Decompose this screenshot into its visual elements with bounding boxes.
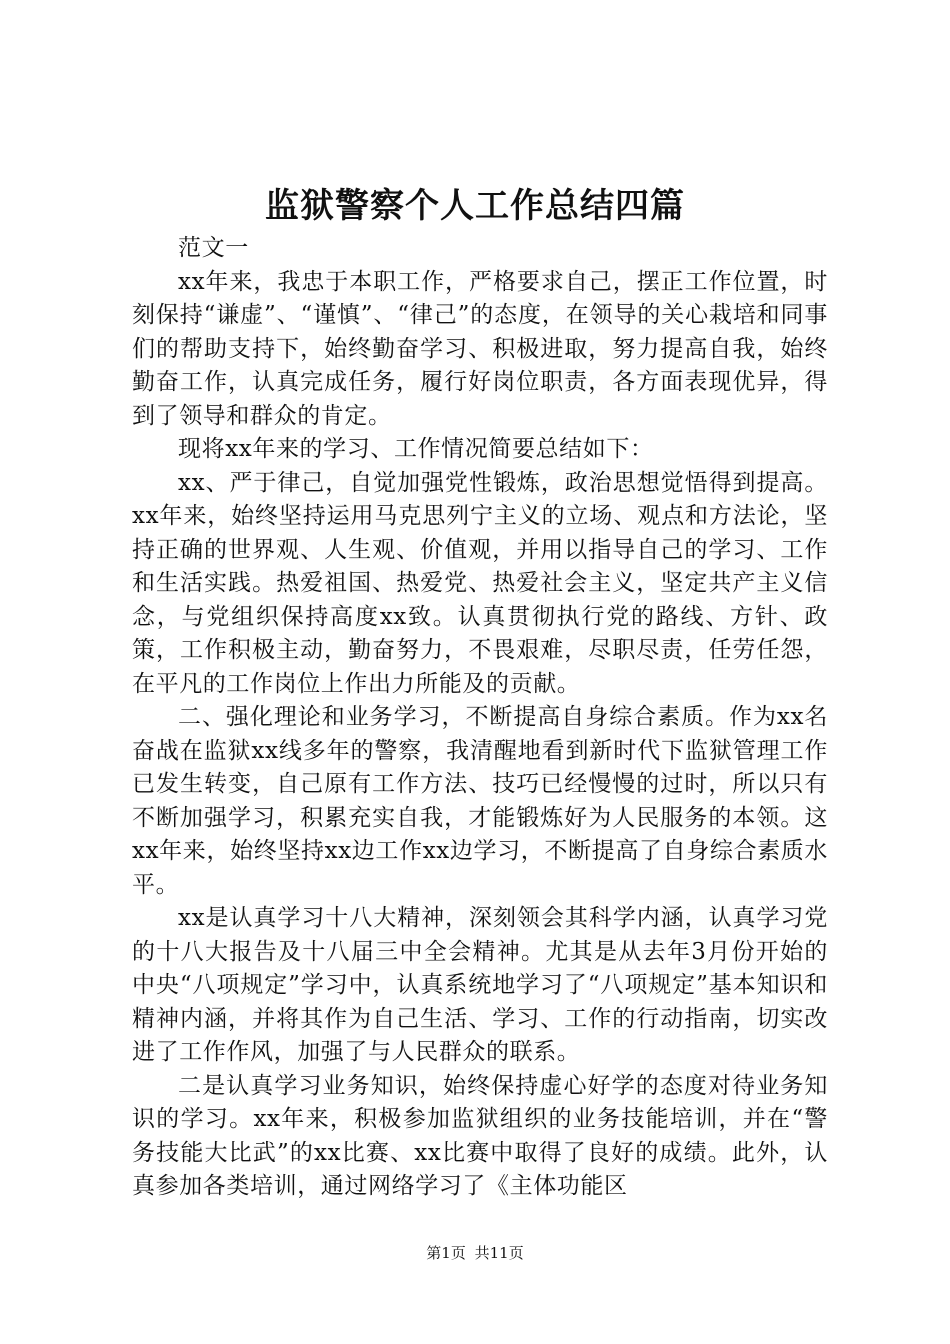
document-title: 监狱警察个人工作总结四篇 <box>265 186 685 226</box>
paragraph: xx是认真学习十八大精神，深刻领会其科学内涵，认真学习党的十八大报告及十八届三中全会精神。尤其是从去年3月份开始的中央“八项规定”学习中，认真系统地学习了“八项规定”基本知识和精神内涵，并将其作为自己生活、学习、工作的行动指南，切实改进了工作作风，加强了与人民群众的联系。 <box>132 905 828 1065</box>
paragraph: xx、严于律己，自觉加强党性锻炼，政治思想觉悟得到提高。xx年来，始终坚持运用马克思列宁主义的立场、观点和方法论，坚持正确的世界观、人生观、价值观，并用以指导自己的学习、工作和生活实践。热爱祖国、热爱党、热爱社会主义，坚定共产主义信念，与党组织保持高度xx致。认真贯彻执行党的路线、方针、政策，工作积极主动，勤奋努力，不畏艰难，尽职尽责，任劳任怨，在平凡的工作岗位上作出力所能及的贡献。 <box>132 469 828 697</box>
paragraph: 二、强化理论和业务学习，不断提高自身综合素质。作为xx名奋战在监狱xx线多年的警察，我清醒地看到新时代下监狱管理工作已发生转变，自己原有工作方法、技巧已经慢慢的过时，所以只有不断加强学习，积累充实自我，才能锻炼好为人民服务的本领。这xx年来，始终坚持xx边工作xx边学习，不断提高了自身综合素质水平。 <box>132 704 828 898</box>
total-pages: 共11页 <box>474 1244 524 1262</box>
paragraph: 二是认真学习业务知识，始终保持虚心好学的态度对待业务知识的学习。xx年来，积极参加监狱组织的业务技能培训，并在“警务技能大比武”的xx比赛、xx比赛中取得了良好的成绩。此外，认真参加各类培训，通过网络学习了《主体功能区 <box>132 1072 828 1199</box>
page-footer <box>0 1243 950 1263</box>
paragraph: xx年来，我忠于本职工作，严格要求自己，摆正工作位置，时刻保持“谦虚”、“谨慎”、“律己”的态度，在领导的关心栽培和同事们的帮助支持下，始终勤奋学习、积极进取，努力提高自我，始终勤奋工作，认真完成任务，履行好岗位职责，各方面表现优异，得到了领导和群众的肯定。 <box>132 268 828 429</box>
paragraph: 现将xx年来的学习、工作情况简要总结如下： <box>178 436 654 462</box>
page-number: 第1页 <box>426 1244 466 1262</box>
paragraph-section-label: 范文一 <box>178 235 249 261</box>
document-body <box>132 232 828 1204</box>
